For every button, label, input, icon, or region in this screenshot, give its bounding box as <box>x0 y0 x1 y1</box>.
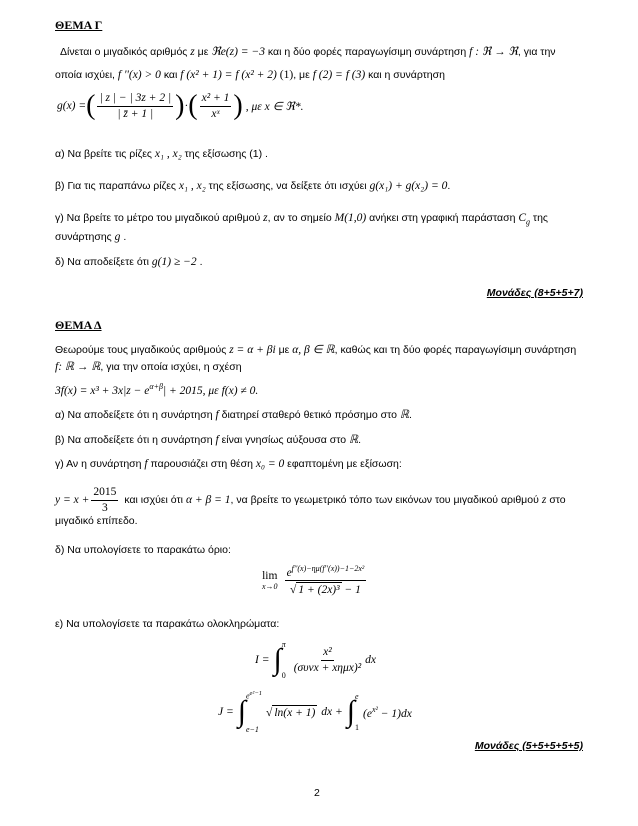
J2-upper: e <box>355 692 359 701</box>
J1-dx: dx + <box>321 706 343 718</box>
num-exp: f′′(x)−ημ(f′′(x))−1−2x² <box>291 564 365 573</box>
J2-lower: 1 <box>355 723 360 732</box>
integral-I <box>255 640 376 680</box>
section-d-intro-line2 <box>55 359 242 373</box>
g-fraction-2 <box>200 92 232 120</box>
section-d-question-c-line1 <box>55 458 402 470</box>
section-c-intro-line1 <box>60 44 556 58</box>
limit-num <box>285 563 367 581</box>
J1-upper-sup: e²−1 <box>249 690 263 697</box>
J-label: J = <box>218 706 234 718</box>
math: z <box>541 494 547 507</box>
limit-fraction <box>285 563 367 597</box>
relation-sup: α+β <box>149 382 163 391</box>
I-label: I = <box>255 654 270 666</box>
text: γ) Να βρείτε το μέτρο του μιγαδικού αριθμού <box>55 212 261 224</box>
math: (1) <box>279 69 294 81</box>
math: z <box>190 46 195 58</box>
math: g(1) ≥ −2 <box>151 256 197 268</box>
text: με <box>197 46 209 58</box>
J1-limits <box>246 690 262 734</box>
paren: ( <box>188 90 198 122</box>
math: z <box>263 212 268 224</box>
math: f : ℜ → ℜ <box>469 46 518 58</box>
text: , με <box>293 69 310 81</box>
section-d-relation <box>55 382 258 397</box>
text: β) Να αποδείξετε ότι η συνάρτηση <box>55 434 213 446</box>
g-lhs: g(x) = <box>57 100 87 113</box>
text: . <box>447 180 451 192</box>
section-d-heading: ΘΕΜΑ Δ <box>55 318 102 332</box>
J2-tail: − 1)dx <box>380 707 412 720</box>
paren: ) <box>233 90 243 122</box>
paren: ( <box>86 90 96 122</box>
text: ανήκει στη γραφική παράσταση <box>369 212 516 224</box>
J1-upper <box>246 690 262 701</box>
text: στο <box>549 494 566 507</box>
I-dx: dx <box>365 654 377 666</box>
J2-limits <box>355 692 359 732</box>
integral-sign: ∫ <box>346 695 356 728</box>
relation: 3f(x) = x³ + 3x|z − e <box>55 384 150 397</box>
text: της εξίσωσης, να δείξετε ότι ισχύει <box>208 180 367 192</box>
lim-operator <box>262 570 278 591</box>
math: g <box>114 231 121 243</box>
math: ℜe(z) = −3 <box>211 46 265 58</box>
g-den1: | z̄ + 1 | <box>117 107 154 120</box>
text: είναι γνησίως αύξουσα στο <box>221 434 347 446</box>
section-c-question-d <box>55 256 203 268</box>
lim: lim <box>262 569 278 582</box>
J1-upper-base: e <box>245 691 250 701</box>
page-number: 2 <box>314 787 320 799</box>
math: f: ℝ → ℝ <box>55 361 101 373</box>
lim-sub: x→0 <box>262 581 278 591</box>
section-c-intro-line2 <box>55 69 445 81</box>
I-limits <box>282 640 286 680</box>
section-d-question-c-line2 <box>55 486 566 514</box>
section-d-question-a <box>55 407 412 421</box>
g-den2: xˣ <box>211 107 220 120</box>
J2-open: (e <box>363 707 372 720</box>
math <box>518 212 530 227</box>
text: Θεωρούμε τους μιγαδικούς αριθμούς <box>55 344 227 356</box>
g-num2: x² + 1 <box>200 92 232 107</box>
section-d-question-c-line3: μιγαδικό επίπεδο. <box>55 515 138 527</box>
text: α) Να βρείτε τις ρίζες <box>55 148 152 160</box>
section-c-heading: ΘΕΜΑ Γ <box>55 18 103 32</box>
I-lower: 0 <box>281 671 286 680</box>
math: f <box>215 409 219 421</box>
limit-den: √ 1 + (2x)³ − 1 <box>290 584 361 597</box>
text: της <box>532 212 548 224</box>
tangent-num: 2015 <box>91 486 118 501</box>
math: x₁ , x₂ <box>154 148 182 160</box>
J2-sup: x² <box>371 704 378 714</box>
text: . <box>358 434 362 446</box>
I-fraction <box>292 646 363 674</box>
text: , καθώς και τη δύο φορές παραγωγίσιμη συνάρτηση <box>334 344 577 356</box>
text: δ) Να αποδείξετε ότι <box>55 256 149 268</box>
text: . <box>408 409 412 421</box>
text: και <box>163 69 178 81</box>
text: , αν το σημείο <box>267 212 332 224</box>
text: και ισχύει ότι <box>124 494 183 507</box>
J1-radicand: ln(x + 1) <box>274 707 316 719</box>
math: f (x² + 1) = f (x² + 2) <box>180 69 277 81</box>
math: f (2) = f (3) <box>312 69 366 81</box>
tangent-fraction <box>91 486 118 514</box>
text: , να βρείτε το γεωμετρικό τόπο των εικόνων του μιγαδικού αριθμού <box>230 494 539 507</box>
J1-body: √ ln(x + 1) <box>266 707 316 719</box>
g-tail: , με x ∈ ℜ*. <box>245 101 304 114</box>
math: f ''(x) > 0 <box>117 69 161 81</box>
text: παρουσιάζει στη θέση <box>150 458 253 470</box>
text: α) Να αποδείξετε ότι η συνάρτηση <box>55 409 213 421</box>
section-d-question-d: δ) Να υπολογίσετε το παρακάτω όριο: <box>55 544 231 556</box>
section-d-question-b <box>55 432 361 446</box>
cg: C <box>518 212 526 224</box>
g-function-definition <box>57 92 304 120</box>
text: της εξίσωσης (1) . <box>184 148 268 160</box>
integral-sign: ∫ <box>237 695 246 728</box>
tangent-den: 3 <box>101 501 108 514</box>
text: , για την οποία ισχύει, η σχέση <box>100 361 242 373</box>
section-c-question-c-line1 <box>55 212 548 226</box>
I-upper: π <box>281 640 286 649</box>
math: α, β ∈ ℝ <box>292 344 335 356</box>
den-radicand: 1 + (2x)³ <box>298 584 340 597</box>
cg-sub: g <box>526 217 530 227</box>
section-d-intro-line1 <box>55 342 576 356</box>
g-num1: | z | − | 3z + 2 | <box>97 92 173 107</box>
section-d-marks: Μονάδες (5+5+5+5+5) <box>474 740 583 752</box>
paren: ) <box>175 90 185 122</box>
J2-body <box>363 705 412 720</box>
math: x₀ = 0 <box>255 458 285 470</box>
text: γ) Αν η συνάρτηση <box>55 458 142 470</box>
math: ℝ <box>349 434 359 446</box>
math: g(x₁) + g(x₂) = 0 <box>369 180 448 192</box>
integral-sign: ∫ <box>273 643 282 676</box>
section-c-question-a <box>55 148 268 160</box>
relation-tail: | + 2015, με f(x) ≠ 0. <box>162 384 259 397</box>
section-c-question-c-line2 <box>55 231 126 243</box>
math: f <box>215 434 219 446</box>
dot: · <box>184 100 189 113</box>
math: α + β = 1 <box>185 494 231 507</box>
math: x₁ , x₂ <box>178 180 206 192</box>
math: ℝ <box>399 409 409 421</box>
limit-expression <box>262 563 368 597</box>
den-tail: − 1 <box>344 584 361 597</box>
num-base: e <box>286 566 292 579</box>
text: εφαπτομένη με εξίσωση: <box>287 458 402 470</box>
text: και η συνάρτηση <box>368 69 445 81</box>
text: β) Για τις παραπάνω ρίζες <box>55 180 176 192</box>
math: y = x + <box>55 494 90 507</box>
J1-lower: e−1 <box>245 725 259 734</box>
g-fraction-1 <box>97 92 173 120</box>
text: . <box>199 256 203 268</box>
text: συνάρτησης <box>55 231 112 243</box>
integral-J <box>218 690 412 734</box>
text: διατηρεί σταθερό θετικό πρόσημο στο <box>221 409 397 421</box>
section-d-question-e: ε) Να υπολογίσετε τα παρακάτω ολοκληρώματα: <box>55 618 280 630</box>
text: Δίνεται ο μιγαδικός αριθμός <box>60 46 188 58</box>
math: z = α + βi <box>229 344 276 356</box>
I-num: x² <box>321 646 334 661</box>
math: M(1,0) <box>334 212 367 224</box>
math: f <box>144 458 148 470</box>
section-c-question-b <box>55 180 450 192</box>
I-den: (συνx + xημx)² <box>293 661 362 674</box>
text: με <box>278 344 290 356</box>
text: , για την <box>517 46 556 58</box>
text: οποία ισχύει, <box>55 69 115 81</box>
text: . <box>123 231 127 243</box>
text: και η δύο φορές παραγωγίσιμη συνάρτηση <box>267 46 467 58</box>
section-c-marks: Μονάδες (8+5+5+7) <box>486 287 583 299</box>
